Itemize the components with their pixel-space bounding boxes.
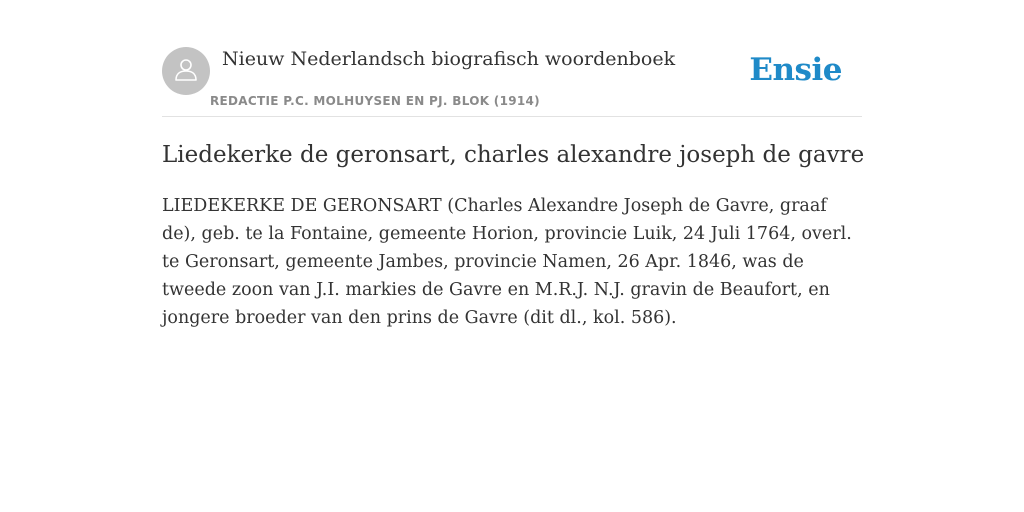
book-header: [162, 47, 862, 117]
brand-logo[interactable]: Ensie: [749, 52, 842, 88]
entry-title: Liedekerke de geronsart, charles alexandre joseph de gavre: [162, 142, 865, 168]
book-title[interactable]: Nieuw Nederlandsch biografisch woordenboek: [222, 48, 676, 70]
avatar[interactable]: [162, 47, 210, 95]
user-silhouette-icon: [173, 56, 199, 87]
editors-label: REDACTIE P.C. MOLHUYSEN EN PJ. BLOK (1914): [210, 94, 540, 108]
entry-body: LIEDEKERKE DE GERONSART (Charles Alexandre Joseph de Gavre, graaf de), geb. te la Fontaine, gemeente Horion, provincie Luik, 24 Juli 1764, overl. te Geronsart, gemeente Jambes, provincie Namen, 26 Apr. 1846, was de tweede zoon van J.I. markies de Gavre en M.R.J. N.J. gravin de Beaufort, en jongere broeder van den prins de Gavre (dit dl., kol. 586).: [162, 196, 852, 328]
